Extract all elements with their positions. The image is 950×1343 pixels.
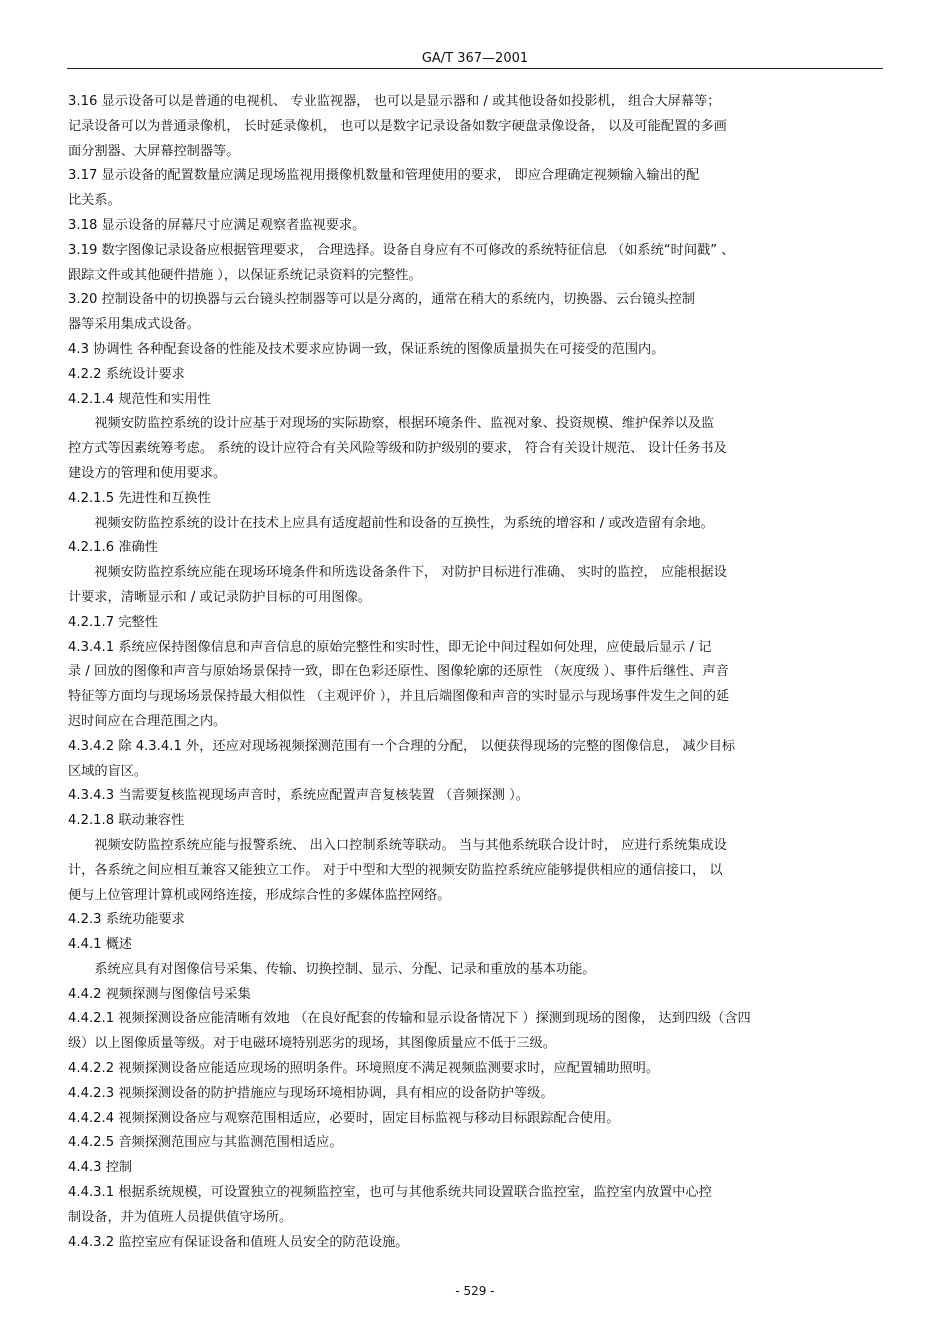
text-line: 比关系。 (68, 193, 121, 209)
text-line: 3.19 数字图像记录设备应根据管理要求， 合理选择。设备自身应有不可修改的系统特征信息 （如系统“时间戳” 、 (68, 242, 735, 258)
text-line: 迟时间应在合理范围之内。 (68, 713, 227, 729)
text-line: 控方式等因素统筹考虑。 系统的设计应符合有关风险等级和防护级别的要求， 符合有关设计规范、 设计任务书及 (68, 441, 727, 457)
text-line: 4.2.1.5 先进性和互换性 (68, 490, 211, 506)
text-line: 记录设备可以为普通录像机， 长时延录像机， 也可以是数字记录设备如数字硬盘录像设备， 以及可能配置的多画 (68, 118, 727, 134)
text-line: 制设备，并为值班人员提供值守场所。 (68, 1209, 293, 1225)
text-line: 4.2.1.4 规范性和实用性 (68, 391, 211, 407)
text-line: 面分割器、大屏幕控制器等。 (68, 143, 240, 159)
text-line: 4.3.4.1 系统应保持图像信息和声音信息的原始完整性和实时性，即无论中间过程如何处理，应使最后显示 / 记 (68, 639, 712, 655)
text-line: 4.3 协调性 各种配套设备的性能及技术要求应协调一致，保证系统的图像质量损失在可接受的范围内。 (68, 341, 665, 357)
text-line: 4.4.2.1 视频探测设备应能清晰有效地 （在良好配套的传输和显示设备情况下 ）探测到现场的图像， 达到四级（含四 (68, 1011, 751, 1027)
text-line: 录 / 回放的图像和声音与原始场景保持一致，即在色彩还原性、图像轮廓的还原性 （灰度级 ）、事件后继性、声音 (68, 664, 729, 680)
text-line: 视频安防监控系统应能与报警系统、 出入口控制系统等联动。 当与其他系统联合设计时， 应进行系统集成设 (68, 837, 727, 853)
text-line: 4.4.3.2 监控室应有保证设备和值班人员安全的防范设施。 (68, 1234, 409, 1250)
text-line: 4.4.3.1 根据系统规模，可设置独立的视频监控室，也可与其他系统共同设置联合监控室，监控室内放置中心控 (68, 1185, 712, 1201)
text-line: 4.4.1 概述 (68, 937, 133, 953)
text-line: 4.2.3 系统功能要求 (68, 912, 185, 928)
text-line: 3.20 控制设备中的切换器与云台镜头控制器等可以是分离的，通常在稍大的系统内，切换器、云台镜头控制 (68, 292, 695, 308)
text-line: 4.2.1.8 联动兼容性 (68, 813, 185, 829)
text-line: 4.4.2.5 音频探测范围应与其监测范围相适应。 (68, 1135, 343, 1151)
text-line: 4.4.3 控制 (68, 1160, 133, 1176)
text-line: 3.17 显示设备的配置数量应满足现场监视用摄像机数量和管理使用的要求， 即应合理确定视频输入输出的配 (68, 168, 700, 184)
text-line: 4.4.2.4 视频探测设备应与观察范围相适应，必要时，固定目标监视与移动目标跟踪配合使用。 (68, 1110, 620, 1126)
text-line: 建设方的管理和使用要求。 (68, 465, 227, 481)
text-line: 3.18 显示设备的屏幕尺寸应满足观察者监视要求。 (68, 217, 366, 233)
text-line: 视频安防监控系统的设计应基于对现场的实际勘察，根据环境条件、监视对象、投资规模、维护保养以及监 (68, 416, 715, 432)
text-line: 4.2.1.6 准确性 (68, 540, 158, 556)
text-line: 4.3.4.3 当需要复核监视现场声音时，系统应配置声音复核装置 （音频探测 ）。 (68, 788, 529, 804)
text-line: 视频安防监控系统应能在现场环境条件和所选设备条件下， 对防护目标进行准确、 实时的监控， 应能根据设 (68, 565, 727, 581)
text-line: 4.4.2.2 视频探测设备应能适应现场的照明条件。环境照度不满足视频监测要求时，应配置辅助照明。 (68, 1061, 660, 1077)
text-line: 特征等方面均与现场场景保持最大相似性 （主观评价 ），并且后端图像和声音的实时显示与现场事件发生之间的延 (68, 689, 730, 705)
text-line: 级）以上图像质量等级。对于电磁环境特别恶劣的现场，其图像质量应不低于三级。 (68, 1036, 556, 1052)
text-line: 便与上位管理计算机或网络连接，形成综合性的多媒体监控网络。 (68, 887, 451, 903)
text-line: 4.2.1.7 完整性 (68, 614, 158, 630)
document-code: GA/T 367—2001 (421, 51, 529, 66)
text-line: 4.3.4.2 除 4.3.4.1 外，还应对现场视频探测范围有一个合理的分配， 以便获得现场的完整的图像信息， 减少目标 (68, 738, 736, 754)
text-line: 3.16 显示设备可以是普通的电视机、 专业监视器， 也可以是显示器和 / 或其他设备如投影机， 组合大屏幕等； (68, 94, 721, 109)
text-line: 4.4.2 视频探测与图像信号采集 (68, 986, 251, 1002)
text-line: 计，各系统之间应相互兼容又能独立工作。 对于中型和大型的视频安防监控系统应能够提供相应的通信接口， 以 (68, 862, 723, 878)
page-footer (0, 1284, 950, 1298)
text-line: 跟踪文件或其他硬件措施 ），以保证系统记录资料的完整性。 (68, 267, 422, 283)
text-line: 4.4.2.3 视频探测设备的防护措施应与现场环境相协调，具有相应的设备防护等级。 (68, 1085, 554, 1101)
text-line: 计要求，清晰显示和 / 或记录防护目标的可用图像。 (68, 589, 371, 605)
page-header (67, 50, 883, 69)
text-line: 器等采用集成式设备。 (68, 317, 200, 333)
text-line: 4.2.2 系统设计要求 (68, 366, 185, 382)
text-line: 系统应具有对图像信号采集、传输、切换控制、显示、分配、记录和重放的基本功能。 (68, 961, 596, 977)
page-number: - 529 - (455, 1284, 495, 1298)
text-line: 视频安防监控系统的设计在技术上应具有适度超前性和设备的互换性，为系统的增容和 / 或改造留有余地。 (68, 515, 714, 531)
document-body (68, 90, 884, 1255)
text-line: 区域的盲区。 (68, 763, 148, 779)
